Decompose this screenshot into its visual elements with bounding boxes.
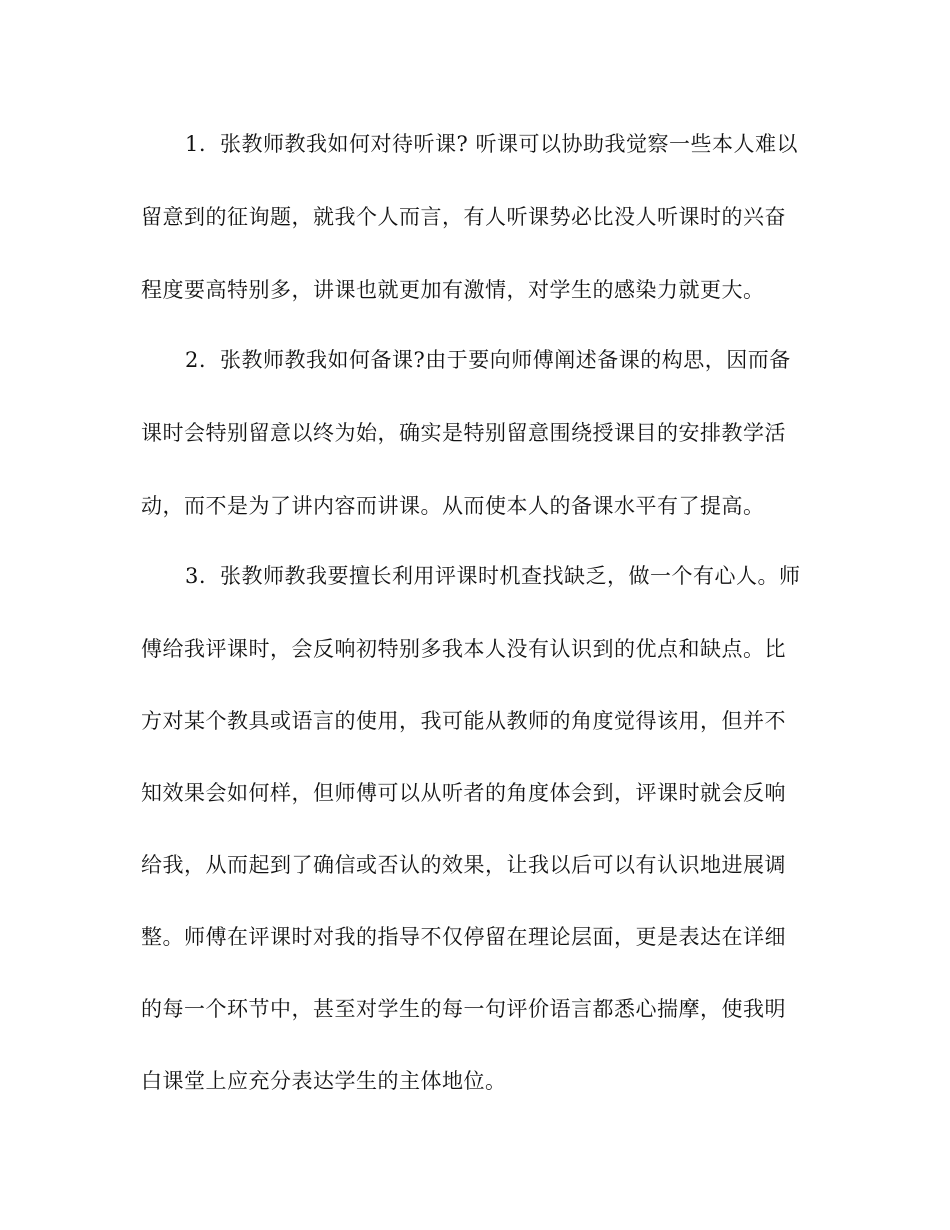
paragraph-3-line-6: 整。师傅在评课时对我的指导不仅停留在理论层面，更是表达在详细 xyxy=(141,925,786,949)
paragraph-3-line-4: 知效果会如何样，但师傅可以从听者的角度体会到，评课时就会反响 xyxy=(141,781,786,805)
paragraph-1-line-3: 程度要高特别多，讲课也就更加有激情，对学生的感染力就更大。 xyxy=(141,278,765,302)
paragraph-1-number: 1. xyxy=(185,132,207,156)
paragraph-3-line-8: 白课堂上应充分表达学生的主体地位。 xyxy=(141,1069,507,1093)
paragraph-3-text: 张教师教我要擅长利用评课时机查找缺乏，做一个有心人。师 xyxy=(220,564,801,588)
paragraph-3-line-7: 的每一个环节中，甚至对学生的每一句评价语言都悉心揣摩，使我明 xyxy=(141,997,786,1021)
paragraph-1-line-1 xyxy=(185,124,809,164)
paragraph-2-number: 2. xyxy=(185,348,207,372)
paragraph-1-line-2: 留意到的征询题，就我个人而言，有人听课势必比没人听课时的兴奋 xyxy=(141,205,786,229)
paragraph-3-line-3: 方对某个教具或语言的使用，我可能从教师的角度觉得该用，但并不 xyxy=(141,709,786,733)
paragraph-3-line-5: 给我，从而起到了确信或否认的效果，让我以后可以有认识地进展调 xyxy=(141,853,786,877)
paragraph-2-line-1 xyxy=(185,340,809,380)
paragraph-3-line-2: 傅给我评课时，会反响初特别多我本人没有认识到的优点和缺点。比 xyxy=(141,637,786,661)
paragraph-3-number: 3. xyxy=(185,564,207,588)
paragraph-2-line-3: 动，而不是为了讲内容而讲课。从而使本人的备课水平有了提高。 xyxy=(141,494,765,518)
paragraph-3-line-1 xyxy=(185,556,809,596)
paragraph-1-text: 张教师教我如何对待听课? 听课可以协助我觉察一些本人难以 xyxy=(220,132,798,156)
paragraph-2-text: 张教师教我如何备课?由于要向师傅阐述备课的构思，因而备 xyxy=(220,348,791,372)
paragraph-2-line-2: 课时会特别留意以终为始，确实是特别留意围绕授课目的安排教学活 xyxy=(141,421,786,445)
